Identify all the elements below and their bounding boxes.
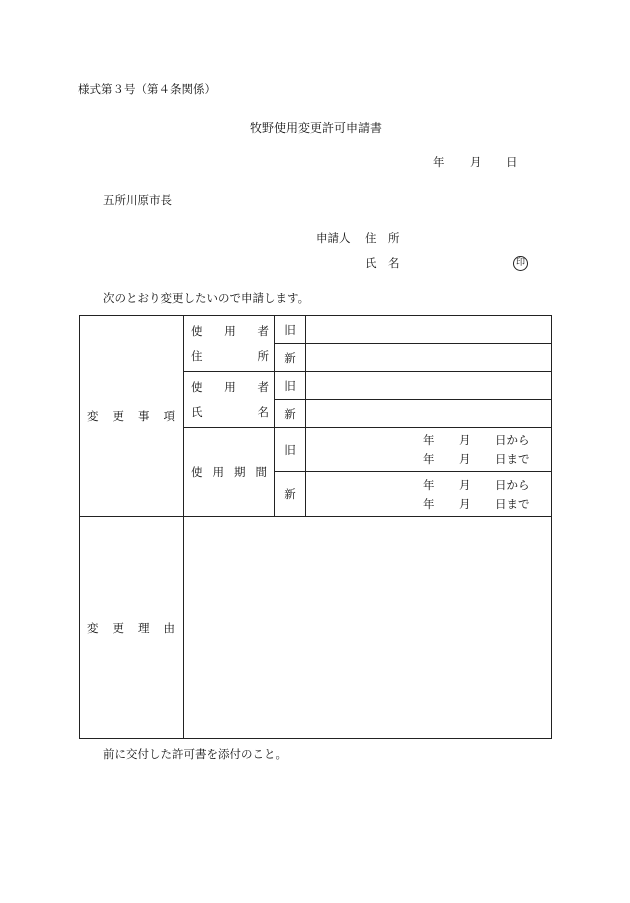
label-char: 者 <box>257 324 269 338</box>
user-address-label <box>184 316 275 372</box>
label-char: 住 <box>191 349 203 363</box>
label-char: 使 <box>191 465 203 479</box>
user-name-label <box>184 372 275 428</box>
label-char: 用 <box>224 324 236 338</box>
change-items-char: 更 <box>112 409 124 423</box>
month-unit: 月 <box>459 433 471 447</box>
label-char: 使 <box>191 380 203 394</box>
period-label <box>184 428 275 517</box>
label-char: 使 <box>191 324 203 338</box>
name-label-2: 名 <box>388 256 400 270</box>
label-char: 所 <box>257 349 269 363</box>
old-marker: 旧 <box>275 372 306 400</box>
name-label-1: 氏 <box>365 256 377 270</box>
label-char: 用 <box>212 465 224 479</box>
old-marker: 旧 <box>275 316 306 344</box>
date-day: 日 <box>506 155 518 169</box>
from-day-unit: 日から <box>495 477 530 492</box>
month-unit: 月 <box>459 496 471 511</box>
change-form-table <box>79 315 552 739</box>
addressee: 五所川原市長 <box>103 193 172 207</box>
seal-mark: 印 <box>513 256 528 271</box>
new-marker: 新 <box>275 344 306 372</box>
label-char: 期 <box>234 465 246 479</box>
new-user-name-field[interactable] <box>306 400 552 428</box>
year-unit: 年 <box>423 433 435 447</box>
reason-char: 変 <box>87 620 99 635</box>
change-items-char: 項 <box>163 409 175 423</box>
date-month: 月 <box>470 155 482 169</box>
change-items-cell <box>80 316 184 517</box>
month-unit: 月 <box>459 477 471 492</box>
footer-note: 前に交付した許可書を添付のこと。 <box>103 747 287 761</box>
reason-char: 理 <box>138 620 150 635</box>
label-char: 者 <box>257 380 269 394</box>
new-marker: 新 <box>275 400 306 428</box>
new-period-field[interactable] <box>306 472 552 517</box>
address-label-2: 所 <box>388 231 400 245</box>
date-year: 年 <box>433 155 445 169</box>
month-unit: 月 <box>459 452 471 466</box>
to-day-unit: 日まで <box>495 496 530 511</box>
change-items-char: 事 <box>138 409 150 423</box>
new-user-address-field[interactable] <box>306 344 552 372</box>
old-marker: 旧 <box>275 428 306 472</box>
from-day-unit: 日から <box>495 433 530 447</box>
change-reason-field[interactable] <box>184 517 552 739</box>
old-period-field[interactable] <box>306 428 552 472</box>
change-items-char: 変 <box>87 409 99 423</box>
label-char: 氏 <box>191 405 203 419</box>
year-unit: 年 <box>423 496 435 511</box>
old-user-name-field[interactable] <box>306 372 552 400</box>
reason-char: 更 <box>112 620 124 635</box>
document-title: 牧野使用変更許可申請書 <box>250 121 383 135</box>
reason-char: 由 <box>163 620 175 635</box>
label-char: 用 <box>224 380 236 394</box>
form-number: 様式第３号（第４条関係） <box>78 82 216 96</box>
year-unit: 年 <box>423 452 435 466</box>
new-marker: 新 <box>275 472 306 517</box>
address-label-1: 住 <box>365 231 377 245</box>
label-char: 名 <box>257 405 269 419</box>
change-reason-label-cell <box>80 517 184 739</box>
to-day-unit: 日まで <box>495 452 530 466</box>
applicant-label: 申請人 <box>316 231 351 245</box>
year-unit: 年 <box>423 477 435 492</box>
old-user-address-field[interactable] <box>306 316 552 344</box>
intro-text: 次のとおり変更したいので申請します。 <box>103 291 310 305</box>
label-char: 間 <box>255 465 267 479</box>
